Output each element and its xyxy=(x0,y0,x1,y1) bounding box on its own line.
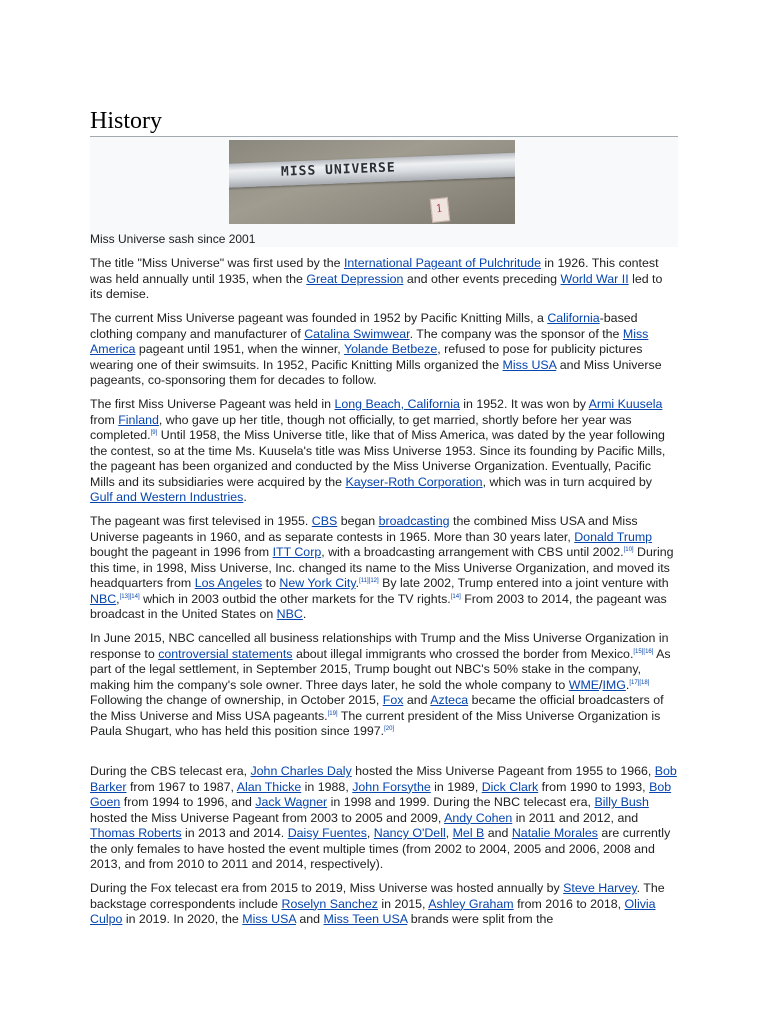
body-text: in 2011 and 2012, and xyxy=(512,810,639,825)
body-text: . xyxy=(243,490,247,504)
sash-image xyxy=(229,152,515,188)
inline-link[interactable]: Bob Barker xyxy=(90,764,677,794)
body-text: about illegal immigrants who crossed the border from Mexico. xyxy=(292,646,634,661)
body-text: in 1989, xyxy=(430,779,482,794)
body-text: As part of the legal settlement, in September 2015, Trump bought out NBC's 50% stake in the company, making him the company's sole owner. Three days later, he sold the whole company to xyxy=(90,646,671,692)
body-text: from 1990 to 1993, xyxy=(538,779,650,794)
body-text: The first Miss Universe Pageant was held in xyxy=(90,397,335,411)
body-text: and xyxy=(403,693,431,707)
inline-link[interactable]: Thomas Roberts xyxy=(90,826,182,840)
section-heading: History xyxy=(90,106,678,137)
body-text: . The backstage correspondents include xyxy=(90,881,665,911)
inline-link[interactable]: Donald Trump xyxy=(574,529,653,544)
body-text: . xyxy=(625,677,630,692)
body-text: in 2019. In 2020, the xyxy=(122,912,243,926)
body-text: which in 2003 outbid the other markets for the TV rights. xyxy=(139,591,451,606)
body-text: began xyxy=(337,514,379,528)
body-text: The current Miss Universe pageant was founded in 1952 by Pacific Knitting Mills, a xyxy=(90,311,548,325)
body-text: . xyxy=(355,576,360,590)
paragraph-1 xyxy=(90,256,678,303)
body-text: -based clothing company and manufacturer of xyxy=(90,311,638,341)
inline-link[interactable]: ITT Corp xyxy=(272,545,322,559)
inline-link[interactable]: IMG xyxy=(602,677,626,692)
body-text: Following the change of ownership, in October 2015, xyxy=(90,693,383,707)
inline-link[interactable]: New York City xyxy=(279,576,356,590)
inline-link[interactable]: Jack Wagner xyxy=(255,795,328,809)
inline-link[interactable]: John Charles Daly xyxy=(250,764,352,778)
inline-link[interactable]: Finland xyxy=(118,412,159,427)
body-text: The pageant was first televised in 1955. xyxy=(90,514,312,528)
body-text: During the CBS telecast era, xyxy=(90,764,251,778)
body-text: During this time, in 1998, Miss Universe, Inc. changed its name to the Miss Universe Organization, and moved its headquarters from xyxy=(90,545,674,590)
body-text: and xyxy=(295,912,324,926)
body-text: in 1988, xyxy=(301,779,353,794)
body-text: in 2015, xyxy=(377,896,429,911)
body-text: During the Fox telecast era from 2015 to 2019, Miss Universe was hosted annually by xyxy=(90,881,564,895)
body-text: By late 2002, Trump entered into a joint venture with xyxy=(378,576,669,590)
body-text: and other events preceding xyxy=(403,271,561,286)
sash-photo[interactable] xyxy=(229,140,515,224)
body-text: the combined Miss USA and Miss Universe pageants in 1960, and as separate contests in 1965. More than 30 years later, xyxy=(90,514,638,544)
body-text: , xyxy=(445,826,453,840)
inline-link[interactable]: Dick Clark xyxy=(481,779,539,794)
body-text: led to its demise. xyxy=(90,271,663,301)
sash-tag xyxy=(430,197,450,223)
inline-link[interactable]: Fox xyxy=(382,693,404,707)
inline-link[interactable]: CBS xyxy=(311,514,338,528)
inline-link[interactable]: Daisy Fuentes xyxy=(287,826,367,840)
body-text: , xyxy=(116,591,120,606)
body-text: hosted the Miss Universe Pageant from 2003 to 2005 and 2009, xyxy=(90,810,445,825)
inline-link[interactable]: Ashley Graham xyxy=(428,896,514,911)
body-text: From 2003 to 2014, the pageant was broadcast in the United States on xyxy=(90,591,667,621)
inline-link[interactable]: Mel B xyxy=(452,826,485,840)
inline-link[interactable]: controversial statements xyxy=(158,646,293,661)
body-text: hosted the Miss Universe Pageant from 1955 to 1966, xyxy=(351,764,655,778)
body-text: and xyxy=(484,826,512,840)
body-text: from 1967 to 1987, xyxy=(126,779,237,794)
inline-link[interactable]: Natalie Morales xyxy=(511,826,598,840)
body-text: in 1926. This contest was held annually until 1935, when the xyxy=(90,256,659,286)
paragraph-5 xyxy=(90,631,678,740)
inline-link[interactable]: Andy Cohen xyxy=(444,810,513,825)
body-text: The current president of the Miss Universe Organization is Paula Shugart, who has held this position since 1997. xyxy=(90,708,661,738)
inline-link[interactable]: Miss Teen USA xyxy=(323,912,408,926)
paragraph-2 xyxy=(90,311,678,389)
inline-link[interactable]: Los Angeles xyxy=(194,576,263,590)
paragraph-7 xyxy=(90,881,678,928)
inline-link[interactable]: World War II xyxy=(560,271,629,286)
body-text: from 1994 to 1996, and xyxy=(120,795,256,809)
body-text: are currently the only females to have hosted the event multiple times (from 2002 to 2004, 2005 and 2006, 2008 and 2013, and from 2010 to 2011 and 2014, respectively). xyxy=(90,826,671,871)
reference-link[interactable]: [9] xyxy=(150,429,158,436)
inline-link[interactable]: California xyxy=(547,311,600,325)
body-text: , with a broadcasting arrangement with CBS until 2002. xyxy=(321,545,624,559)
inline-link[interactable]: International Pageant of Pulchritude xyxy=(343,256,541,270)
inline-link[interactable]: Gulf and Western Industries xyxy=(90,490,244,504)
reference-link[interactable]: [15][16] xyxy=(633,648,654,655)
inline-link[interactable]: Roselyn Sanchez xyxy=(281,896,378,911)
inline-link[interactable]: Steve Harvey xyxy=(563,881,637,895)
inline-link[interactable]: Yolande Betbeze xyxy=(343,342,438,356)
tag-mark: 1 xyxy=(435,201,444,216)
body-text: in 1998 and 1999. During the NBC telecast era, xyxy=(327,795,595,809)
body-text: . xyxy=(302,607,307,621)
body-text: , xyxy=(366,826,374,840)
inline-link[interactable]: NBC xyxy=(90,591,117,606)
body-text: from xyxy=(90,412,119,427)
paragraph-4 xyxy=(90,514,678,623)
paragraph-6 xyxy=(90,764,678,873)
body-text: pageant until 1951, when the winner, xyxy=(135,342,344,356)
inline-link[interactable]: Catalina Swimwear xyxy=(304,326,410,341)
reference-link[interactable]: [11][12] xyxy=(359,577,379,584)
body-text: in 2013 and 2014. xyxy=(181,826,288,840)
body-text: The title "Miss Universe" was first used by the xyxy=(90,256,344,270)
body-text: and Miss Universe pageants, co-sponsoring them for decades to follow. xyxy=(90,357,662,387)
figure xyxy=(90,137,678,247)
inline-link[interactable]: Miss USA xyxy=(242,912,296,926)
body-text: Until 1958, the Miss Universe title, like that of Miss America, was dated by the year following the contest, so at the time Ms. Kuusela's title was Miss Universe 1953. Since its founding by Pacific Mills, the pageant has been organized and conducted by the Miss Universe Organization. Eventually, Pacific Mills and its subsidiaries were acquired by the xyxy=(90,428,666,489)
inline-link[interactable]: Great Depression xyxy=(306,271,404,286)
body-text: , which was in turn acquired by xyxy=(482,474,652,489)
reference-link[interactable]: [14] xyxy=(450,593,461,600)
body-text: became the official broadcasters of the Miss Universe and Miss USA pageants. xyxy=(90,693,664,723)
body-text: , refused to pose for publicity pictures wearing one of their swimsuits. In 1952, Pacific Knitting Mills organized the xyxy=(90,342,643,372)
inline-link[interactable]: Olivia Culpo xyxy=(90,896,656,926)
body-text: in 1952. It was won by xyxy=(459,397,589,411)
body-text: In June 2015, NBC cancelled all business relationships with Trump and the Miss Universe Organization in response to xyxy=(90,631,669,661)
inline-link[interactable]: WME xyxy=(568,677,600,692)
inline-link[interactable]: Bob Goen xyxy=(90,779,672,809)
sash-text: MISS UNIVERSE xyxy=(280,160,396,180)
reference-link[interactable]: [19] xyxy=(327,710,338,717)
inline-link[interactable]: broadcasting xyxy=(378,514,450,528)
body-text: / xyxy=(599,677,603,692)
inline-link[interactable]: Miss USA xyxy=(502,357,557,372)
inline-link[interactable]: Azteca xyxy=(430,693,469,707)
body-text: brands were split from the xyxy=(407,912,554,926)
body-text: from 2016 to 2018, xyxy=(513,896,625,911)
paragraph-3 xyxy=(90,397,678,506)
body-text: to xyxy=(262,576,280,590)
inline-link[interactable]: Armi Kuusela xyxy=(588,397,663,411)
reference-link[interactable]: [10] xyxy=(623,546,634,553)
inline-link[interactable]: Kayser-Roth Corporation xyxy=(345,474,483,489)
body-text: , who gave up her title, though not officially, to get married, shortly before her year was completed. xyxy=(90,412,632,442)
inline-link[interactable]: Nancy O'Dell xyxy=(373,826,446,840)
reference-link[interactable]: [17][18] xyxy=(629,679,650,686)
reference-link[interactable]: [20] xyxy=(384,725,395,732)
body-text: . The company was the sponsor of the xyxy=(409,326,623,341)
inline-link[interactable]: John Forsythe xyxy=(352,779,431,794)
inline-link[interactable]: NBC xyxy=(276,607,303,621)
inline-link[interactable]: Long Beach, California xyxy=(334,397,460,411)
inline-link[interactable]: Miss America xyxy=(90,326,649,356)
figure-caption: Miss Universe sash since 2001 xyxy=(90,232,256,246)
inline-link[interactable]: Billy Bush xyxy=(594,795,649,809)
inline-link[interactable]: Alan Thicke xyxy=(236,779,302,794)
body-text: bought the pageant in 1996 from xyxy=(90,545,273,559)
reference-link[interactable]: [13][14] xyxy=(119,593,140,600)
